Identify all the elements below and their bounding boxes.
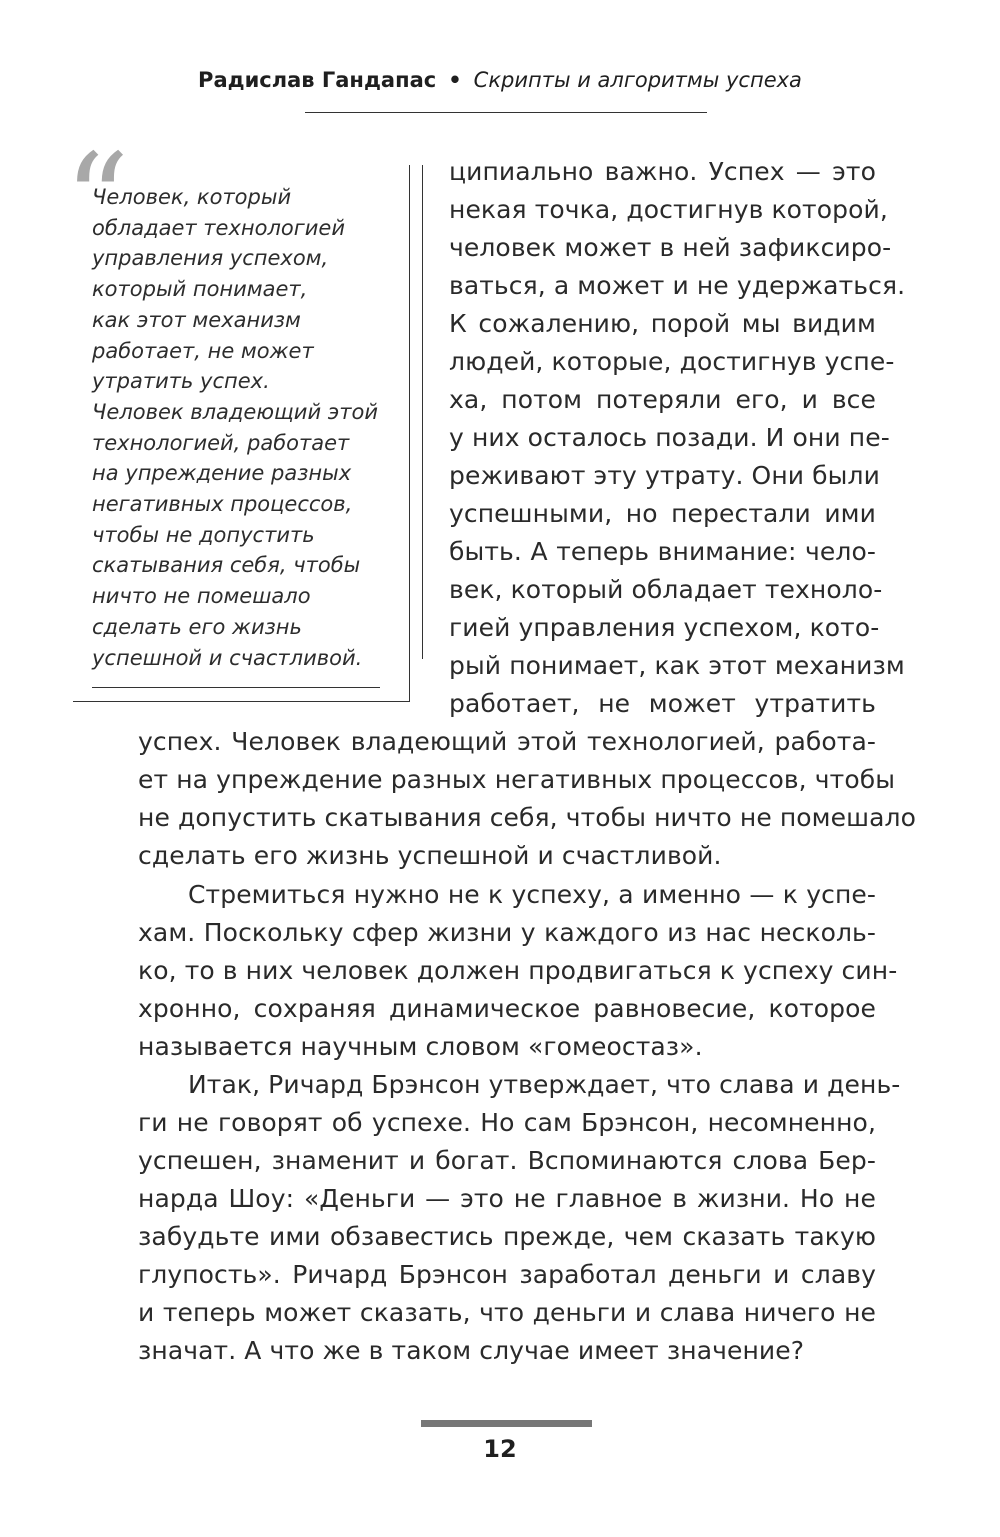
body-line: не допустить скатывания себя, чтобы ничто не помешало — [138, 803, 916, 832]
pull-quote-line: ничто не помешало — [92, 584, 311, 609]
body-line: человек может в ней зафиксиро- — [449, 233, 892, 262]
body-line: ет на упреждение разных негативных процессов, чтобы — [138, 765, 896, 794]
body-line: гией управления успехом, кото- — [449, 613, 880, 642]
header-rule — [305, 112, 707, 113]
body-line: и теперь может сказать, что деньги и слава ничего не — [138, 1298, 876, 1327]
pull-quote-line: утратить успех. — [92, 369, 270, 394]
body-line: век, который обладает техноло- — [449, 575, 883, 604]
pull-quote-line: успешной и счастливой. — [92, 645, 363, 670]
body-line: ко, то в них человек должен продвигаться к успеху син- — [138, 956, 898, 985]
body-line: ги не говорят об успехе. Но сам Брэнсон, несомненно, — [138, 1108, 876, 1137]
body-line: забудьте ими обзавестись прежде, чем сказать такую — [138, 1222, 876, 1251]
pull-quote-line: который понимает, — [92, 277, 308, 302]
body-line: реживают эту утрату. Они были — [449, 461, 880, 490]
body-line: К сожалению, порой мы видим — [449, 309, 876, 338]
quote-rule-horizontal-outer — [73, 701, 410, 702]
quote-rule-horizontal-inner — [92, 687, 380, 688]
pull-quote-line: технологией, работает — [92, 430, 350, 455]
body-line: у них осталось позади. И они пе- — [449, 423, 890, 452]
body-line: быть. А теперь внимание: чело- — [449, 537, 876, 566]
quote-rule-vertical-outer — [409, 165, 410, 701]
pull-quote-line: сделать его жизнь — [92, 614, 302, 639]
body-line: глупость». Ричард Брэнсон заработал деньги и славу — [138, 1260, 876, 1289]
running-header — [0, 68, 1000, 92]
quote-mark-icon: “ — [64, 127, 130, 276]
pull-quote-line: Человек владеющий этой — [92, 399, 379, 424]
body-line: Итак, Ричард Брэнсон утверждает, что слава и день- — [188, 1070, 901, 1099]
pull-quote-line: работает, не может — [92, 338, 314, 363]
body-line: сделать его жизнь успешной и счастливой. — [138, 841, 722, 870]
body-line: хам. Поскольку сфер жизни у каждого из нас несколь- — [138, 918, 876, 947]
body-line: нарда Шоу: «Деньги — это не главное в жизни. Но не — [138, 1184, 876, 1213]
body-line: успешными, но перестали ими — [449, 499, 876, 528]
body-line: рый понимает, как этот механизм — [449, 651, 905, 680]
body-line: Стремиться нужно не к успеху, а именно — к успе- — [188, 880, 876, 909]
footer-bar — [421, 1420, 592, 1427]
pull-quote-line: управления успехом, — [92, 246, 329, 271]
body-line: успешен, знаменит и богат. Вспоминаются слова Бер- — [138, 1146, 876, 1175]
page-number: 12 — [483, 1435, 517, 1463]
pull-quote-line: негативных процессов, — [92, 492, 353, 517]
body-line: называется научным словом «гомеостаз». — [138, 1032, 703, 1061]
pull-quote-line: обладает технологией — [92, 215, 345, 240]
body-line: людей, которые, достигнув успе- — [449, 347, 895, 376]
header-book-title: Скрипты и алгоритмы успеха — [473, 68, 802, 92]
header-author: Радислав Гандапас — [198, 68, 437, 92]
pull-quote — [92, 182, 397, 673]
body-line: значат. А что же в таком случае имеет значение? — [138, 1336, 805, 1365]
body-line: успех. Человек владеющий этой технологией, работа- — [138, 727, 876, 756]
pull-quote-line: скатывания себя, чтобы — [92, 553, 361, 578]
pull-quote-line: на упреждение разных — [92, 461, 352, 486]
body-line: ха, потом потеряли его, и все — [449, 385, 876, 414]
body-line: хронно, сохраняя динамическое равновесие, которое — [138, 994, 876, 1023]
pull-quote-line: Человек, который — [92, 185, 292, 209]
header-separator: • — [448, 68, 462, 92]
pull-quote-line: как этот механизм — [92, 307, 301, 332]
body-line: ципиально важно. Успех — это — [449, 157, 876, 186]
quote-rule-vertical-inner — [422, 165, 423, 659]
pull-quote-line: чтобы не допустить — [92, 522, 315, 547]
body-line: работает, не может утратить — [449, 689, 876, 718]
body-line: некая точка, достигнув которой, — [449, 195, 888, 224]
body-line: ваться, а может и не удержаться. — [449, 271, 906, 300]
